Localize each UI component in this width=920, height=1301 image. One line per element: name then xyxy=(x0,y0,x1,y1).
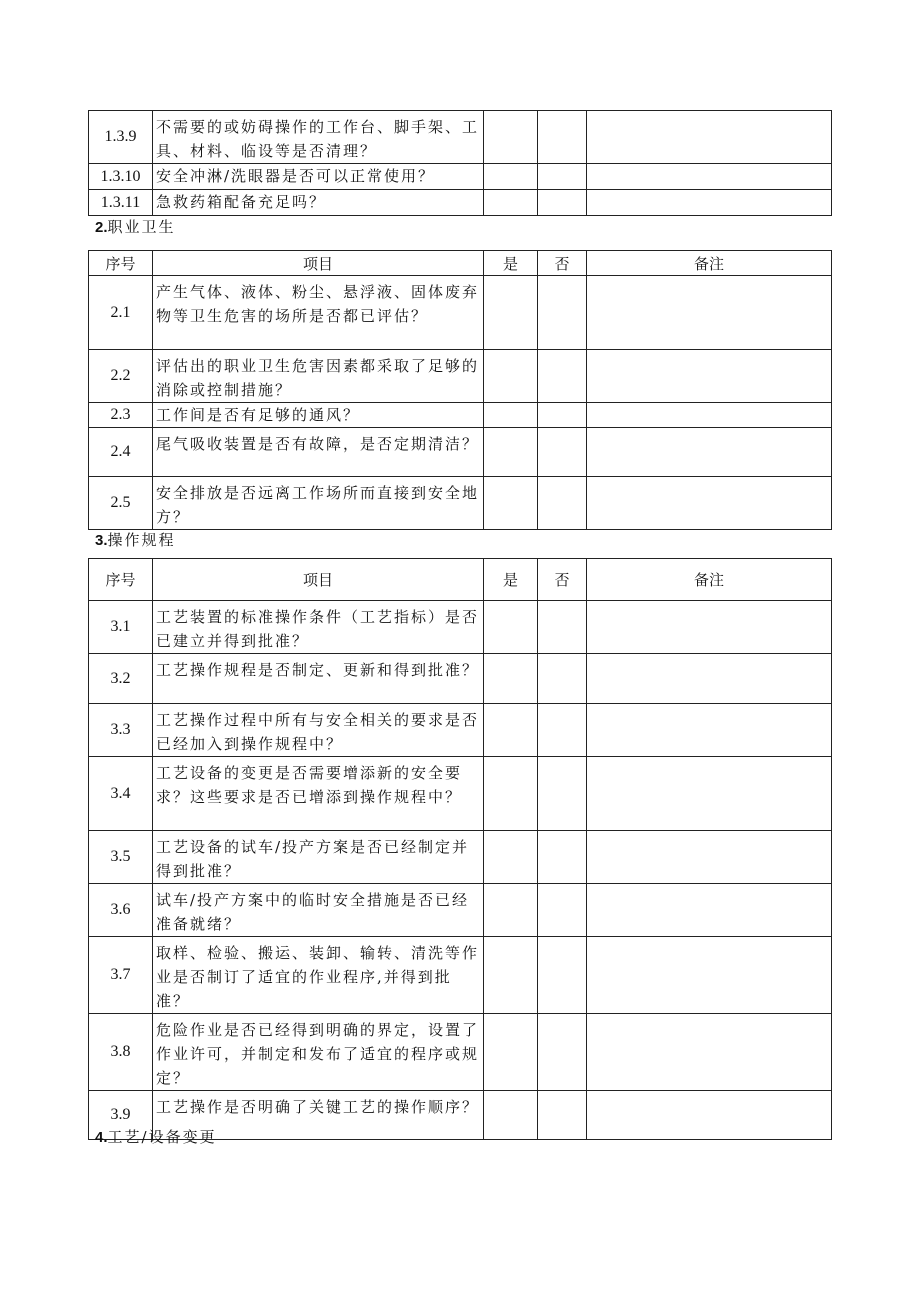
row-number: 3.9 xyxy=(89,1091,153,1140)
row-number: 3.2 xyxy=(89,654,153,704)
yes-cell[interactable] xyxy=(484,1014,538,1091)
table-header-row xyxy=(89,251,832,276)
remark-cell[interactable] xyxy=(587,477,832,530)
row-number: 2.4 xyxy=(89,428,153,477)
row-number: 3.8 xyxy=(89,1014,153,1091)
header-item: 项目 xyxy=(153,559,484,601)
table-row xyxy=(89,477,832,530)
table-row xyxy=(89,601,832,654)
row-number: 3.5 xyxy=(89,831,153,884)
no-cell[interactable] xyxy=(538,1014,587,1091)
row-number: 2.3 xyxy=(89,403,153,428)
table-row xyxy=(89,937,832,1014)
no-cell[interactable] xyxy=(538,884,587,937)
table-row xyxy=(89,704,832,757)
yes-cell[interactable] xyxy=(484,831,538,884)
no-cell[interactable] xyxy=(538,350,587,403)
section-heading-occupational-health xyxy=(95,216,176,237)
yes-cell[interactable] xyxy=(484,757,538,831)
table-row xyxy=(89,757,832,831)
remark-cell[interactable] xyxy=(587,403,832,428)
check-item: 产生气体、液体、粉尘、悬浮液、固体废弃物等卫生危害的场所是否都已评估？ xyxy=(153,276,484,350)
check-item: 安全排放是否远离工作场所而直接到安全地方？ xyxy=(153,477,484,530)
remark-cell[interactable] xyxy=(587,111,832,164)
remark-cell[interactable] xyxy=(587,1091,832,1140)
remark-cell[interactable] xyxy=(587,350,832,403)
yes-cell[interactable] xyxy=(484,350,538,403)
remark-cell[interactable] xyxy=(587,831,832,884)
row-number: 1.3.9 xyxy=(89,111,153,164)
no-cell[interactable] xyxy=(538,164,587,190)
section-title: 工艺/设备变更 xyxy=(107,1128,217,1146)
check-item: 工艺操作过程中所有与安全相关的要求是否已经加入到操作规程中？ xyxy=(153,704,484,757)
checklist-table-2 xyxy=(88,250,832,530)
no-cell[interactable] xyxy=(538,654,587,704)
remark-cell[interactable] xyxy=(587,757,832,831)
header-yes: 是 xyxy=(484,559,538,601)
check-item: 试车/投产方案中的临时安全措施是否已经准备就绪？ xyxy=(153,884,484,937)
checklist-table-1-3 xyxy=(88,110,832,216)
yes-cell[interactable] xyxy=(484,654,538,704)
yes-cell[interactable] xyxy=(484,276,538,350)
check-item: 工艺操作规程是否制定、更新和得到批准？ xyxy=(153,654,484,704)
header-seq: 序号 xyxy=(89,559,153,601)
section-heading-process-equipment-change xyxy=(95,1126,217,1147)
no-cell[interactable] xyxy=(538,111,587,164)
no-cell[interactable] xyxy=(538,428,587,477)
no-cell[interactable] xyxy=(538,704,587,757)
no-cell[interactable] xyxy=(538,403,587,428)
check-item: 危险作业是否已经得到明确的界定，设置了作业许可，并制定和发布了适宜的程序或规定？ xyxy=(153,1014,484,1091)
table-row xyxy=(89,164,832,190)
table-row xyxy=(89,350,832,403)
check-item: 取样、检验、搬运、装卸、输转、清洗等作业是否制订了适宜的作业程序,并得到批准？ xyxy=(153,937,484,1014)
check-item: 工艺设备的试车/投产方案是否已经制定并得到批准？ xyxy=(153,831,484,884)
section-heading-operating-procedures xyxy=(95,529,176,550)
row-number: 3.4 xyxy=(89,757,153,831)
yes-cell[interactable] xyxy=(484,111,538,164)
remark-cell[interactable] xyxy=(587,190,832,216)
remark-cell[interactable] xyxy=(587,1014,832,1091)
yes-cell[interactable] xyxy=(484,884,538,937)
row-number: 2.2 xyxy=(89,350,153,403)
no-cell[interactable] xyxy=(538,1091,587,1140)
table-header-row xyxy=(89,559,832,601)
no-cell[interactable] xyxy=(538,601,587,654)
check-item: 工艺装置的标准操作条件（工艺指标）是否已建立并得到批准？ xyxy=(153,601,484,654)
remark-cell[interactable] xyxy=(587,704,832,757)
yes-cell[interactable] xyxy=(484,428,538,477)
remark-cell[interactable] xyxy=(587,654,832,704)
table-row xyxy=(89,654,832,704)
no-cell[interactable] xyxy=(538,757,587,831)
remark-cell[interactable] xyxy=(587,937,832,1014)
yes-cell[interactable] xyxy=(484,1091,538,1140)
yes-cell[interactable] xyxy=(484,937,538,1014)
table-row xyxy=(89,1014,832,1091)
row-number: 3.6 xyxy=(89,884,153,937)
check-item: 工艺操作是否明确了关键工艺的操作顺序？ xyxy=(153,1091,484,1140)
check-item: 工作间是否有足够的通风？ xyxy=(153,403,484,428)
header-no: 否 xyxy=(538,251,587,276)
no-cell[interactable] xyxy=(538,477,587,530)
table-row xyxy=(89,111,832,164)
row-number: 3.7 xyxy=(89,937,153,1014)
section-title: 职业卫生 xyxy=(107,218,176,236)
check-item: 评估出的职业卫生危害因素都采取了足够的消除或控制措施？ xyxy=(153,350,484,403)
section-number: 4. xyxy=(95,1129,108,1146)
check-item: 安全冲淋/洗眼器是否可以正常使用？ xyxy=(153,164,484,190)
remark-cell[interactable] xyxy=(587,164,832,190)
section-number: 2. xyxy=(95,219,108,236)
section-number: 3. xyxy=(95,532,108,549)
check-item: 工艺设备的变更是否需要增添新的安全要求？这些要求是否已增添到操作规程中？ xyxy=(153,757,484,831)
header-no: 否 xyxy=(538,559,587,601)
remark-cell[interactable] xyxy=(587,601,832,654)
header-remark: 备注 xyxy=(587,559,832,601)
row-number: 1.3.10 xyxy=(89,164,153,190)
yes-cell[interactable] xyxy=(484,190,538,216)
remark-cell[interactable] xyxy=(587,884,832,937)
header-item: 项目 xyxy=(153,251,484,276)
yes-cell[interactable] xyxy=(484,601,538,654)
checklist-table-3 xyxy=(88,558,832,1140)
row-number: 2.5 xyxy=(89,477,153,530)
table-row xyxy=(89,831,832,884)
row-number: 3.3 xyxy=(89,704,153,757)
table-row xyxy=(89,403,832,428)
section-title: 操作规程 xyxy=(107,531,176,549)
table-row xyxy=(89,428,832,477)
row-number: 3.1 xyxy=(89,601,153,654)
no-cell[interactable] xyxy=(538,831,587,884)
table-row xyxy=(89,276,832,350)
yes-cell[interactable] xyxy=(484,477,538,530)
no-cell[interactable] xyxy=(538,276,587,350)
yes-cell[interactable] xyxy=(484,704,538,757)
row-number: 1.3.11 xyxy=(89,190,153,216)
no-cell[interactable] xyxy=(538,190,587,216)
remark-cell[interactable] xyxy=(587,276,832,350)
row-number: 2.1 xyxy=(89,276,153,350)
header-remark: 备注 xyxy=(587,251,832,276)
no-cell[interactable] xyxy=(538,937,587,1014)
check-item: 不需要的或妨碍操作的工作台、脚手架、工具、材料、临设等是否清理？ xyxy=(153,111,484,164)
header-seq: 序号 xyxy=(89,251,153,276)
remark-cell[interactable] xyxy=(587,428,832,477)
table-row xyxy=(89,884,832,937)
yes-cell[interactable] xyxy=(484,403,538,428)
table-row xyxy=(89,190,832,216)
header-yes: 是 xyxy=(484,251,538,276)
check-item: 急救药箱配备充足吗？ xyxy=(153,190,484,216)
check-item: 尾气吸收装置是否有故障，是否定期清洁？ xyxy=(153,428,484,477)
yes-cell[interactable] xyxy=(484,164,538,190)
